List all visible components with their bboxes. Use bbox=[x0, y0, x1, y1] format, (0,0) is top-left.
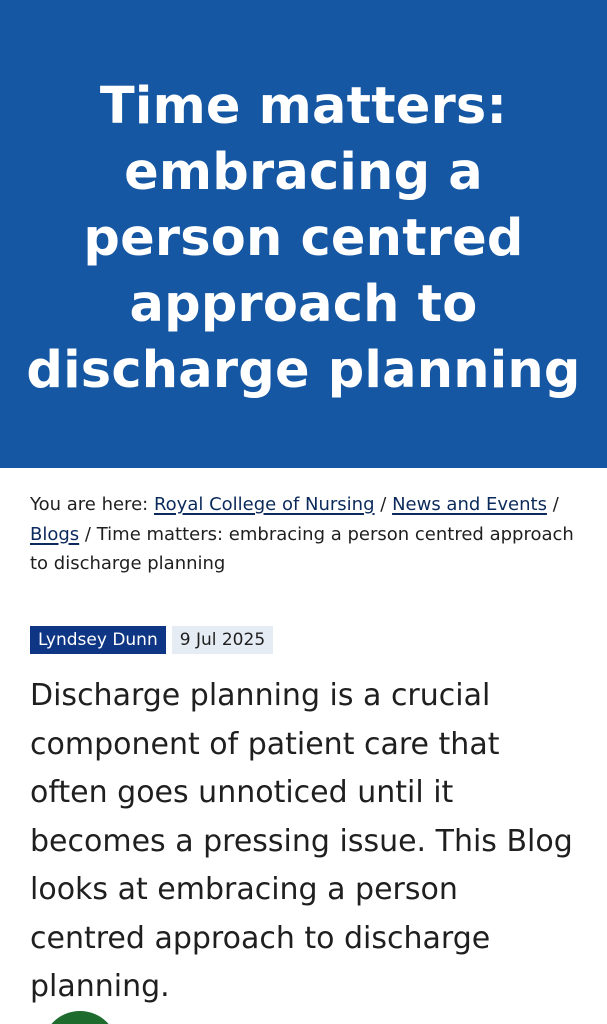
breadcrumb-link-blogs[interactable]: Blogs bbox=[30, 523, 80, 545]
page-title: Time matters: embracing a person centred approach to discharge planning bbox=[26, 77, 581, 400]
breadcrumb-separator: / bbox=[84, 523, 91, 545]
breadcrumb-separator: / bbox=[380, 494, 387, 515]
article-intro: Discharge planning is a crucial component of patient care that often goes unnoticed until it becomes a pressing issue. This Blog looks at embracing a person centred approach to discharge planning. bbox=[30, 678, 573, 1004]
author-badge[interactable]: Lyndsey Dunn bbox=[30, 626, 166, 654]
breadcrumb-prefix: You are here: bbox=[30, 494, 149, 515]
hero-banner bbox=[0, 0, 607, 468]
breadcrumb bbox=[30, 490, 590, 579]
breadcrumb-separator: / bbox=[552, 494, 559, 515]
breadcrumb-current: Time matters: embracing a person centred approach to discharge planning bbox=[30, 523, 574, 574]
article-meta bbox=[30, 626, 273, 654]
breadcrumb-link-news-events[interactable]: News and Events bbox=[392, 494, 547, 515]
breadcrumb-link-rcn[interactable]: Royal College of Nursing bbox=[153, 494, 375, 515]
floating-action-button[interactable] bbox=[42, 1011, 118, 1024]
date-badge: 9 Jul 2025 bbox=[172, 626, 273, 654]
